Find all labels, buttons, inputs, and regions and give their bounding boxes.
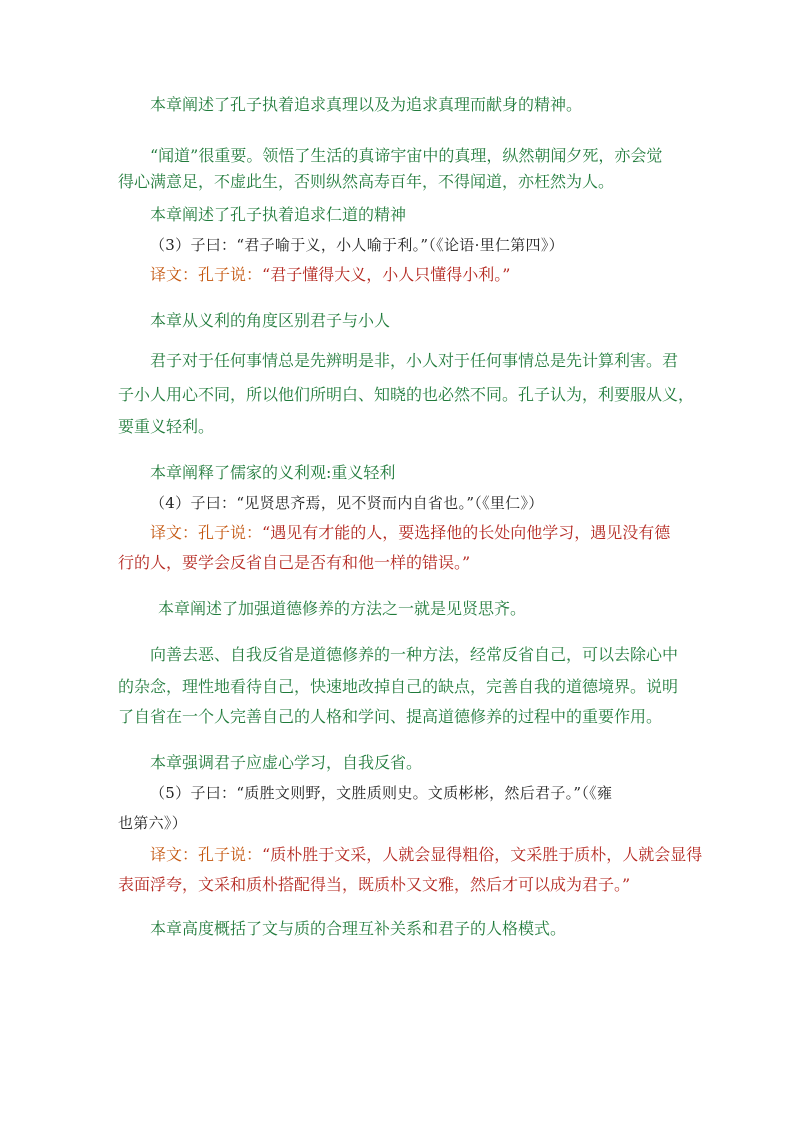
translation-text: “君子懂得大义，小人只懂得小利。” <box>262 265 511 284</box>
commentary-text: 本章阐释了儒家的义利观:重义轻利 <box>150 463 396 482</box>
quote-text: 也第六》） <box>118 814 188 832</box>
translation-line-continued <box>118 552 678 574</box>
commentary-heading <box>118 462 710 484</box>
commentary-heading <box>118 310 710 332</box>
commentary-paragraph <box>118 145 710 167</box>
commentary-text: 了自省在一个人完善自己的人格和学问、提高道德修养的过程中的重要作用。 <box>118 707 663 726</box>
commentary-text: 本章从义利的角度区别君子与小人 <box>150 311 391 330</box>
commentary-text: 子小人用心不同，所以他们所明白、知晓的也必然不同。孔子认为，利要服从义， <box>118 385 695 404</box>
commentary-text: 向善去恶、自我反省是道德修养的一种方法，经常反省自己，可以去除心中 <box>150 645 679 664</box>
quote-text: （5）子曰：“质胜文则野，文胜质则史。文质彬彬，然后君子。”（《雍 <box>150 784 613 802</box>
translation-line <box>118 522 710 544</box>
quote-line <box>118 234 710 256</box>
commentary-text: 本章阐述了孔子执着追求仁道的精神 <box>150 205 407 224</box>
quote-line <box>118 492 710 514</box>
commentary-text: 得心满意足，不虚此生，否则纵然高寿百年，不得闻道，亦枉然为人。 <box>118 172 615 191</box>
commentary-paragraph <box>118 644 710 666</box>
quote-text: （3）子曰：“君子喻于义，小人喻于利。”（《论语·里仁第四》） <box>150 236 564 254</box>
commentary-heading <box>118 204 710 226</box>
commentary-heading <box>118 752 710 774</box>
commentary-paragraph-continued <box>118 171 678 193</box>
translation-label: 译文：孔子说： <box>150 845 263 864</box>
translation-text: “质朴胜于文采，人就会显得粗俗，文采胜于质朴，人就会显得 <box>262 845 703 864</box>
translation-label: 译文：孔子说： <box>150 523 263 542</box>
quote-line-continued <box>118 812 678 834</box>
commentary-paragraph <box>118 94 710 116</box>
translation-line <box>118 844 710 866</box>
translation-text: “遇见有才能的人，要选择他的长处向他学习，遇见没有德 <box>262 523 671 542</box>
translation-text: 表面浮夸，文采和质朴搭配得当，既质朴又文雅，然后才可以成为君子。” <box>118 875 631 894</box>
commentary-text: 本章阐述了孔子执着追求真理以及为追求真理而献身的精神。 <box>150 95 583 114</box>
commentary-paragraph-continued <box>118 676 678 698</box>
commentary-paragraph <box>118 918 710 940</box>
commentary-text: 的杂念，理性地看待自己，快速地改掉自己的缺点，完善自我的道德境界。说明 <box>118 677 679 696</box>
quote-line <box>118 782 710 804</box>
quote-text: （4）子曰：“见贤思齐焉，见不贤而内自省也。”（《里仁》） <box>150 494 544 512</box>
commentary-text: 本章高度概括了文与质的合理互补关系和君子的人格模式。 <box>150 919 567 938</box>
translation-line-continued <box>118 874 678 896</box>
translation-text: 行的人，要学会反省自己是否有和他一样的错误。” <box>118 553 471 572</box>
commentary-text: 君子对于任何事情总是先辨明是非，小人对于任何事情总是先计算利害。君 <box>150 351 679 370</box>
commentary-paragraph-continued <box>118 706 678 728</box>
commentary-text: “闻道”很重要。领悟了生活的真谛宇宙中的真理，纵然朝闻夕死，亦会觉 <box>150 146 663 165</box>
commentary-paragraph-continued <box>118 384 695 406</box>
commentary-text: 本章强调君子应虚心学习，自我反省。 <box>150 753 423 772</box>
translation-line <box>118 264 710 286</box>
commentary-paragraph-continued <box>118 416 678 438</box>
commentary-text: 本章阐述了加强道德修养的方法之一就是见贤思齐。 <box>158 599 527 618</box>
commentary-text: 要重义轻利。 <box>118 417 215 436</box>
commentary-paragraph <box>118 598 718 620</box>
commentary-paragraph <box>118 350 710 372</box>
translation-label: 译文：孔子说： <box>150 265 263 284</box>
